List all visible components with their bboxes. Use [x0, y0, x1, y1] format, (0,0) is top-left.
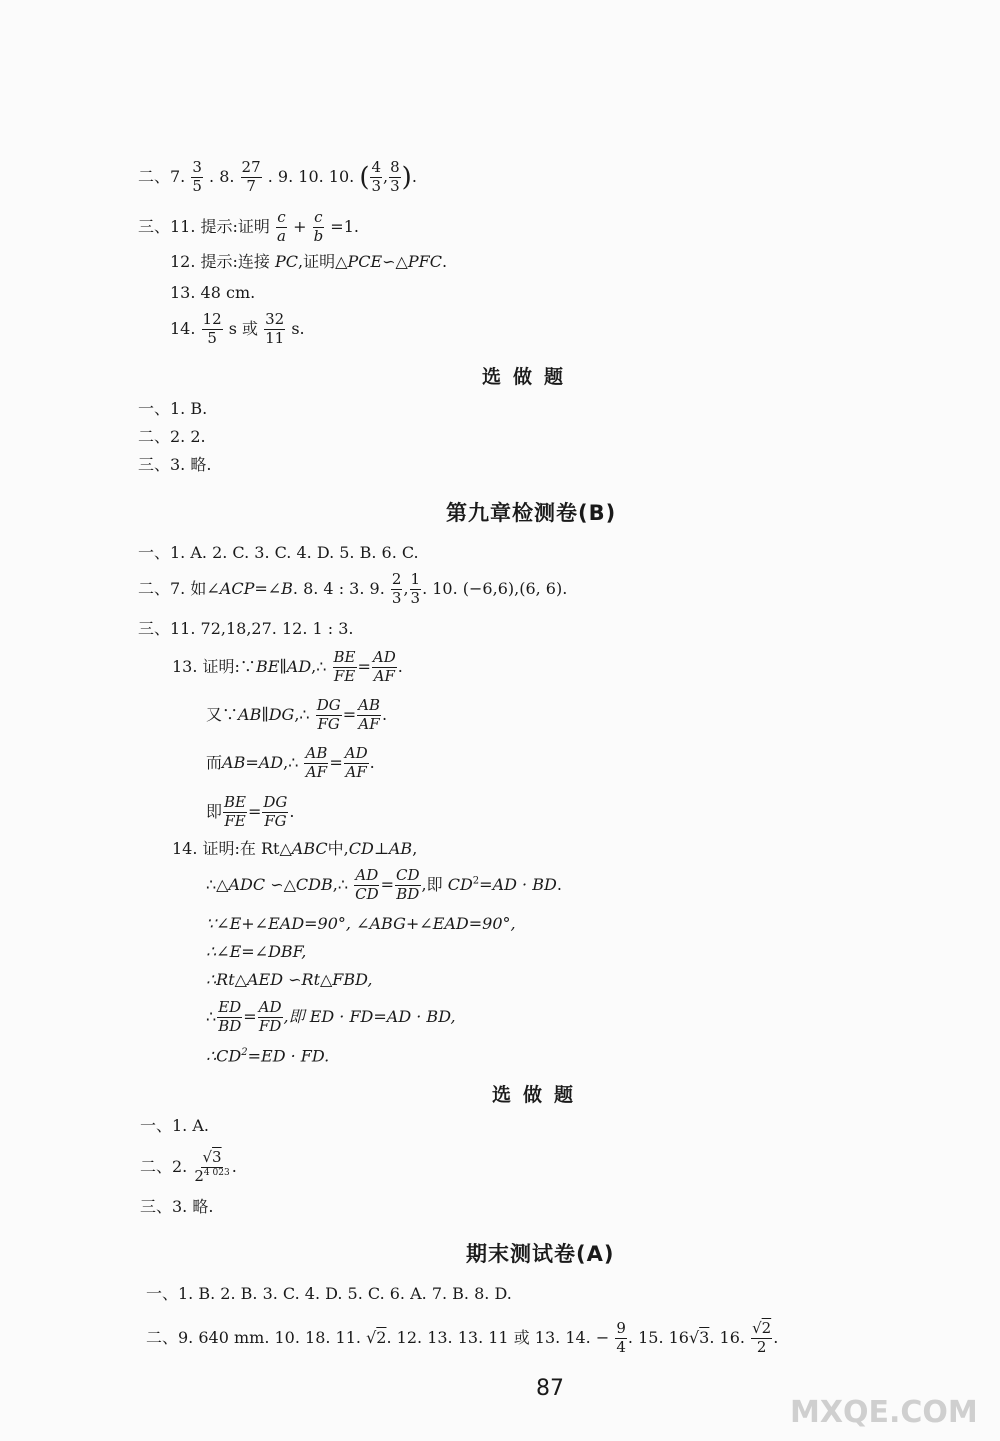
ch9-proof-14-b: ∴△ADC ∽△CDB,∴ $\frac{AD}{CD}$ = $\frac{CD}{BD}$ ,即 $CD^2=AD$ · BD. [206, 866, 562, 903]
ch9-proof-14-g: $\therefore CD^2=ED$ · FD. [206, 1046, 330, 1066]
heading-optional-1: 选做题 [482, 366, 576, 388]
answer-13: 13. 48 cm. [170, 283, 256, 302]
answer-12: 12. 提示:连接 PC,证明△PCE∽△PFC. [170, 252, 448, 271]
opt2-line-1: 一、1. A. [140, 1116, 209, 1135]
ch9-proof-14-e: ∴Rt△AED ∽Rt△FBD, [206, 970, 373, 989]
ch9-line-2: 二、7. 如∠ACP=∠B. 8. 4 : 3. 9. $\frac{2}{3}$ , $\frac{1}{3}$ . 10. (−6,6),(6, 6). [138, 570, 568, 607]
heading-final-exam: 期末测试卷(A) [466, 1242, 615, 1266]
final-line-1: 一、1. B. 2. B. 3. C. 4. D. 5. C. 6. A. 7. B. 8. D. [146, 1284, 512, 1303]
answer-line-2: 二、7. $\frac{3}{5}$ . 8. $\frac{27}{7}$ . 9. 10. 10. ( $\frac{4}{3}$ , $\frac{8}{3}$ ). [138, 158, 417, 195]
ch9-proof-14-d: ∴∠E=∠DBF, [206, 942, 307, 961]
opt2-line-2: 二、2. $\frac{√3}{2^{4 023}}$ . [140, 1148, 237, 1185]
ch9-proof-13-d: 即 $\frac{BE}{FE}$ = $\frac{DG}{FG}$ . [206, 793, 295, 830]
heading-chapter-9: 第九章检测卷(B) [446, 501, 617, 525]
opt1-line-1: 一、1. B. [138, 399, 208, 418]
ch9-line-3: 三、11. 72,18,27. 12. 1 : 3. [138, 619, 354, 638]
ch9-proof-13-c: 而AB=AD,∴ $\frac{AB}{AF}$ = $\frac{AD}{AF}$ . [206, 744, 375, 781]
opt1-line-2: 二、2. 2. [138, 427, 206, 446]
watermark-logo: MXQE.COM [790, 1395, 978, 1430]
ch9-proof-14-c: ∵∠E+∠EAD=90°, ∠ABG+∠EAD=90°, [206, 914, 516, 933]
answer-14: 14. $\frac{12}{5}$ s 或 $\frac{32}{11}$ s. [170, 310, 305, 347]
opt1-line-3: 三、3. 略. [138, 455, 212, 474]
ch9-proof-13-b: 又∵AB∥DG,∴ $\frac{DG}{FG}$ = $\frac{AB}{AF}$ . [206, 696, 388, 733]
page-number: 87 [536, 1376, 564, 1401]
ch9-proof-14-f: ∴ $\frac{ED}{BD}$ = $\frac{AD}{FD}$ ,即 ED · FD=AD · BD, [206, 998, 456, 1035]
ch9-proof-13-a: 13. 证明:∵BE∥AD,∴ $\frac{BE}{FE}$ = $\frac{AD}{AF}$ . [172, 648, 403, 685]
ch9-proof-14-a: 14. 证明:在 Rt△ABC中,CD⊥AB, [172, 839, 418, 858]
final-line-2: 二、9. 640 mm. 10. 18. 11. √2. 12. 13. 13. 11 或 13. 14. − $\frac{9}{4}$ . 15. 16√3. 16. $\frac{√2}{2}$ . [146, 1319, 779, 1356]
opt2-line-3: 三、3. 略. [140, 1197, 214, 1216]
heading-optional-2: 选做题 [492, 1084, 586, 1106]
answer-line-3: 三、11. 提示:证明 $\frac{c}{a}$ + $\frac{c}{b}$ =1. [138, 208, 359, 245]
ch9-line-1: 一、1. A. 2. C. 3. C. 4. D. 5. B. 6. C. [138, 543, 419, 562]
